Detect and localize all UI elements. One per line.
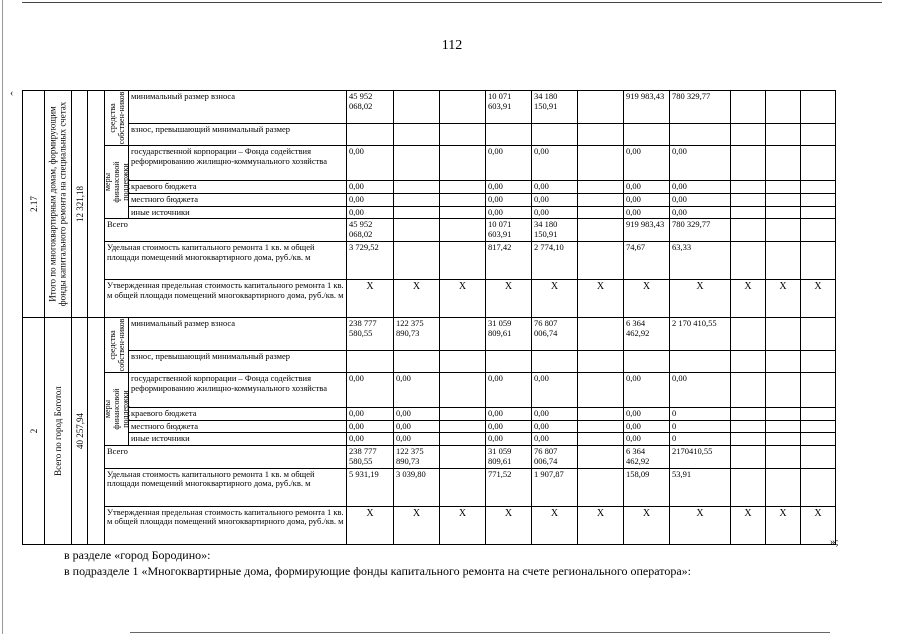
value-cell [670,124,731,146]
page-left-edge [2,0,3,634]
value-cell: 10 071 603,91 [486,219,532,242]
row-label: Всего [105,446,347,469]
value-cell [801,317,836,350]
value-cell [766,91,801,124]
value-cell: 0,00 [486,407,532,420]
value-cell [578,91,624,124]
value-cell: 0,00 [532,146,578,181]
x-cell: X [440,506,486,544]
value-cell [578,146,624,181]
value-cell [731,433,766,446]
value-cell [766,146,801,181]
page-bottom-edge [130,632,830,633]
group-owners-funds [105,91,129,146]
value-cell: 0,00 [670,146,731,181]
section-number [23,317,45,544]
value-cell: 0,00 [624,146,670,181]
value-cell [766,433,801,446]
table-row [23,350,836,372]
value-cell [766,372,801,407]
value-cell [440,372,486,407]
value-cell [766,350,801,372]
value-cell [766,181,801,194]
row-label: местного бюджета [129,420,347,433]
value-cell [731,372,766,407]
x-cell: X [670,506,731,544]
value-cell [624,350,670,372]
value-cell: 34 180 150,91 [532,219,578,242]
x-cell: X [486,506,532,544]
table-row [23,124,836,146]
table-row [23,446,836,469]
value-cell [731,206,766,219]
value-cell: 3 039,80 [394,468,440,506]
value-cell: 0,00 [486,433,532,446]
value-cell [731,91,766,124]
value-cell [578,433,624,446]
x-cell: X [670,279,731,317]
value-cell [670,350,731,372]
row-label: взнос, превышающий минимальный размер [129,124,347,146]
x-cell: X [578,279,624,317]
closing-quote-mark: »; [830,536,839,548]
row-label: краевого бюджета [129,181,347,194]
value-cell: 0,00 [624,181,670,194]
value-cell: 238 777 580,55 [347,317,394,350]
row-label: иные источники [129,433,347,446]
value-cell [801,193,836,206]
value-cell: 2 774,10 [532,241,578,279]
value-cell: 76 807 006,74 [532,317,578,350]
section-title-text: Итого по многоквартирным домам, формирующим фонды капитального ремонта на специальных счетах [47,101,68,307]
value-cell [578,350,624,372]
row-label: взнос, превышающий минимальный размер [129,350,347,372]
table-row [23,241,836,279]
value-cell: 10 071 603,91 [486,91,532,124]
value-cell [578,206,624,219]
value-cell: 817,42 [486,241,532,279]
value-cell [578,124,624,146]
value-cell: 53,91 [670,468,731,506]
x-cell: X [394,506,440,544]
row-label: Удельная стоимость капитального ремонта 1 кв. м общей площади помещений многоквартирного дома, руб./кв. м [105,241,347,279]
value-cell [731,420,766,433]
value-cell [440,193,486,206]
x-cell: X [624,279,670,317]
value-cell [394,193,440,206]
value-cell: 45 952 068,02 [347,219,394,242]
value-cell: 0,00 [624,372,670,407]
group-financial-support-text: меры финансовой поддержки [102,161,131,203]
value-cell [394,124,440,146]
value-cell [578,317,624,350]
value-cell: 2 170 410,55 [670,317,731,350]
value-cell [578,372,624,407]
value-cell: 0,00 [532,206,578,219]
value-cell: 0,00 [347,181,394,194]
x-cell: X [801,506,836,544]
value-cell: 0,00 [486,146,532,181]
value-cell: 0,00 [486,181,532,194]
table-row [23,206,836,219]
value-cell [801,372,836,407]
value-cell [801,433,836,446]
value-cell: 158,09 [624,468,670,506]
value-cell: 122 375 890,73 [394,317,440,350]
value-cell: 6 364 462,92 [624,317,670,350]
value-cell [766,468,801,506]
value-cell [766,317,801,350]
table-row [23,91,836,124]
value-cell [440,446,486,469]
row-label: государственной корпорации – Фонда содействия реформированию жилищно-коммунального хозяйства [129,146,347,181]
value-cell [394,206,440,219]
value-cell [801,241,836,279]
value-cell [731,350,766,372]
x-cell: X [394,279,440,317]
value-cell [440,124,486,146]
x-cell: X [578,506,624,544]
value-cell [801,91,836,124]
value-cell [532,350,578,372]
row-label: государственной корпорации – Фонда содействия реформированию жилищно-коммунального хозяйства [129,372,347,407]
value-cell [801,206,836,219]
value-cell: 0,00 [670,372,731,407]
value-cell: 0,00 [670,206,731,219]
row-label: Утвержденная предельная стоимость капитального ремонта 1 кв. м общей площади помещений многоквартирного дома, руб./кв. м [105,506,347,544]
value-cell [486,124,532,146]
section-number-text: 2.17 [28,196,39,212]
table-row [23,420,836,433]
group-owners-funds-text: средства собствен-ников [107,91,126,145]
table-row [23,433,836,446]
value-cell [731,407,766,420]
value-cell [578,181,624,194]
value-cell [394,181,440,194]
value-cell [766,124,801,146]
value-cell [440,420,486,433]
value-cell [440,146,486,181]
value-cell: 0 [670,407,731,420]
value-cell: 74,67 [624,241,670,279]
side-mark: ‹ [10,88,14,99]
value-cell: 3 729,52 [347,241,394,279]
value-cell [347,124,394,146]
value-cell [440,91,486,124]
value-cell [486,350,532,372]
x-cell: X [347,506,394,544]
value-cell [766,407,801,420]
value-cell: 0,00 [347,193,394,206]
value-cell [440,433,486,446]
x-cell: X [532,279,578,317]
value-cell: 0,00 [532,193,578,206]
value-cell: 0 [670,420,731,433]
value-cell [801,407,836,420]
value-cell: 238 777 580,55 [347,446,394,469]
value-cell: 31 059 809,61 [486,446,532,469]
section-area [72,317,88,544]
value-cell: 34 180 150,91 [532,91,578,124]
value-cell [766,206,801,219]
capital-repair-table [22,90,836,545]
empty-cell [88,317,105,544]
value-cell: 0,00 [486,372,532,407]
row-label: Удельная стоимость капитального ремонта 1 кв. м общей площади помещений многоквартирного дома, руб./кв. м [105,468,347,506]
table-row [23,372,836,407]
section-number [23,91,45,318]
value-cell [440,206,486,219]
value-cell: 5 931,19 [347,468,394,506]
value-cell [394,91,440,124]
value-cell: 919 983,43 [624,219,670,242]
value-cell: 0,00 [624,420,670,433]
value-cell: 771,52 [486,468,532,506]
value-cell: 0,00 [670,193,731,206]
section-area [72,91,88,318]
value-cell: 919 983,43 [624,91,670,124]
value-cell: 0,00 [532,420,578,433]
value-cell [394,219,440,242]
value-cell: 0,00 [486,206,532,219]
value-cell [394,146,440,181]
value-cell [766,420,801,433]
value-cell [731,181,766,194]
value-cell [731,219,766,242]
value-cell: 6 364 462,92 [624,446,670,469]
value-cell [766,193,801,206]
value-cell: 0,00 [486,193,532,206]
group-financial-support [102,146,131,219]
value-cell: 780 329,77 [670,219,731,242]
value-cell: 31 059 809,61 [486,317,532,350]
value-cell: 0,00 [624,407,670,420]
row-label: минимальный размер взноса [129,317,347,350]
x-cell: X [532,506,578,544]
value-cell [394,350,440,372]
x-cell: X [766,506,801,544]
table-row [23,279,836,317]
value-cell: 0,00 [532,407,578,420]
value-cell: 0,00 [347,146,394,181]
row-label: Всего [105,219,347,242]
section-title [45,317,72,544]
value-cell [578,219,624,242]
value-cell: 0,00 [394,407,440,420]
value-cell [440,317,486,350]
value-cell [347,350,394,372]
value-cell: 0,00 [394,372,440,407]
value-cell [440,219,486,242]
table-row [23,506,836,544]
table-row [23,407,836,420]
row-label: краевого бюджета [129,407,347,420]
value-cell: 63,33 [670,241,731,279]
value-cell [578,241,624,279]
row-label: иные источники [129,206,347,219]
section-area-text: 40 257,94 [74,412,85,449]
value-cell [766,446,801,469]
value-cell [578,193,624,206]
x-cell: X [440,279,486,317]
section-number-text: 2 [28,428,39,433]
value-cell: 0,00 [394,433,440,446]
value-cell [578,468,624,506]
value-cell [578,446,624,469]
value-cell [624,124,670,146]
value-cell: 0,00 [347,407,394,420]
subsection-heading-line: в подразделе 1 «Многоквартирные дома, формирующие фонды капитального ремонта на счете регионального оператора»: [64,564,691,578]
value-cell [731,241,766,279]
value-cell [766,219,801,242]
value-cell: 0,00 [486,420,532,433]
value-cell [731,124,766,146]
table-row [23,146,836,181]
value-cell [731,193,766,206]
section-area-text: 12 321,18 [74,185,85,222]
value-cell: 2170410,55 [670,446,731,469]
value-cell [440,181,486,194]
group-financial-support [102,372,131,445]
value-cell: 0,00 [347,372,394,407]
value-cell: 780 329,77 [670,91,731,124]
value-cell [578,420,624,433]
value-cell [731,317,766,350]
value-cell: 0,00 [532,433,578,446]
value-cell [532,124,578,146]
table-row [23,181,836,194]
x-cell: X [766,279,801,317]
value-cell [731,468,766,506]
value-cell [731,146,766,181]
section-title [45,91,72,318]
row-label: местного бюджета [129,193,347,206]
value-cell: 0,00 [624,433,670,446]
empty-cell [88,91,105,318]
value-cell: 0,00 [532,181,578,194]
value-cell [440,241,486,279]
value-cell: 0,00 [347,206,394,219]
x-cell: X [624,506,670,544]
x-cell: X [731,506,766,544]
value-cell: 0,00 [347,433,394,446]
section-title-text: Всего по город Боготол [52,385,63,476]
value-cell [801,420,836,433]
value-cell [394,241,440,279]
value-cell [801,181,836,194]
value-cell [801,468,836,506]
x-cell: X [486,279,532,317]
value-cell: 122 375 890,73 [394,446,440,469]
value-cell [731,446,766,469]
group-owners-funds-text: средства собствен-ников [107,318,126,372]
value-cell [578,407,624,420]
value-cell [440,407,486,420]
table-row [23,193,836,206]
value-cell: 0,00 [347,420,394,433]
page-top-edge [22,2,882,3]
value-cell [801,146,836,181]
group-financial-support-text: меры финансовой поддержки [102,388,131,430]
value-cell: 45 952 068,02 [347,91,394,124]
value-cell: 1 907,87 [532,468,578,506]
table-row [23,219,836,242]
value-cell: 0 [670,433,731,446]
x-cell: X [347,279,394,317]
value-cell [766,241,801,279]
table-row [23,468,836,506]
value-cell: 0,00 [394,420,440,433]
x-cell: X [731,279,766,317]
value-cell [440,350,486,372]
value-cell [801,124,836,146]
value-cell: 0,00 [532,372,578,407]
value-cell: 0,00 [624,193,670,206]
value-cell [801,219,836,242]
x-cell: X [801,279,836,317]
section-heading-line: в разделе «город Бородино»: [64,548,211,562]
table-row [23,317,836,350]
value-cell [801,350,836,372]
value-cell: 0,00 [670,181,731,194]
row-label: минимальный размер взноса [129,91,347,124]
row-label: Утвержденная предельная стоимость капитального ремонта 1 кв. м общей площади помещений многоквартирного дома, руб./кв. м [105,279,347,317]
page-number: 112 [441,38,463,53]
value-cell: 76 807 006,74 [532,446,578,469]
value-cell [801,446,836,469]
group-owners-funds [105,317,129,372]
value-cell: 0,00 [624,206,670,219]
value-cell [440,468,486,506]
